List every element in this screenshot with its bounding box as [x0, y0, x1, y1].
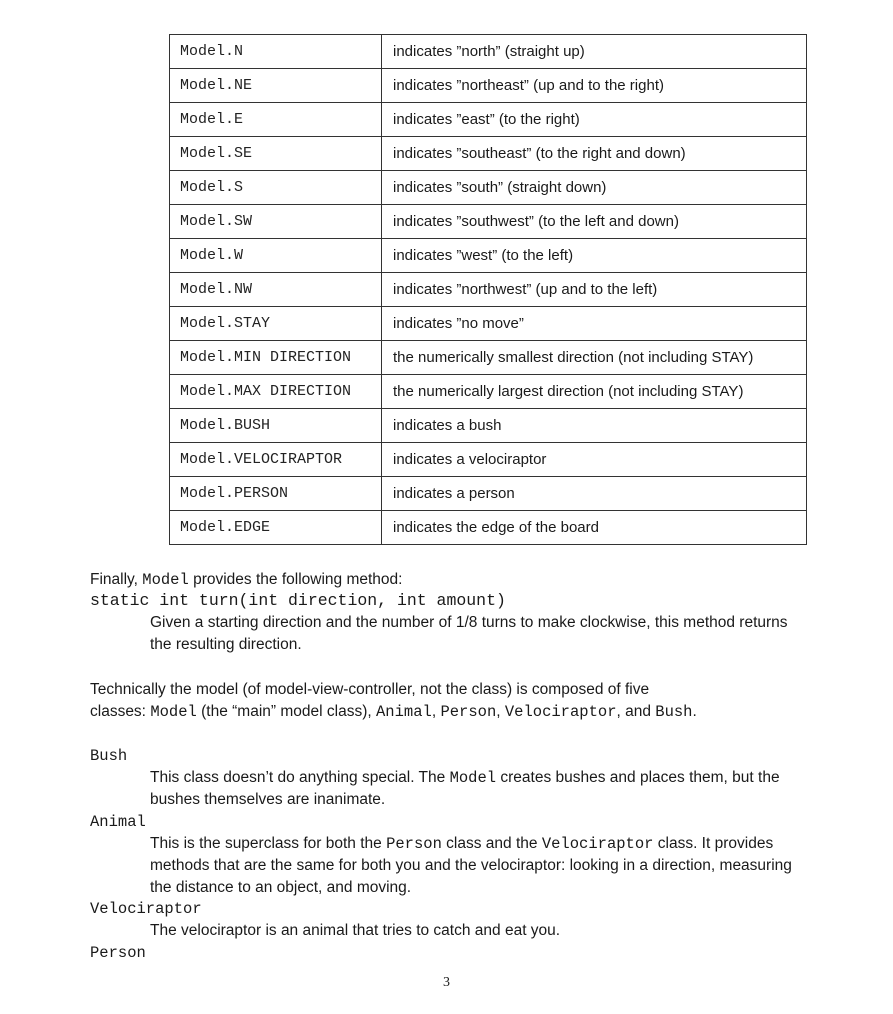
- constant-name-cell: Model.SE: [170, 137, 382, 171]
- table-row: [170, 375, 807, 409]
- animal-desc-suffix: class. It provides methods that are the same for both you and the velociraptor: looking in a direction, measuring the distance to an object, and moving.: [150, 835, 792, 896]
- classes-sep1: ,: [431, 703, 441, 720]
- constant-description-cell: indicates ”southwest” (to the left and down): [382, 205, 807, 239]
- method-intro: [90, 569, 402, 591]
- classes-text-main: (the “main” model class),: [196, 703, 376, 720]
- table-row: [170, 443, 807, 477]
- constant-description-cell: indicates ”no move”: [382, 307, 807, 341]
- class-desc-velociraptor: The velociraptor is an animal that tries to catch and eat you.: [150, 922, 561, 939]
- constant-name-cell: Model.E: [170, 103, 382, 137]
- constant-name-cell: Model.BUSH: [170, 409, 382, 443]
- constant-description-cell: indicates ”east” (to the right): [382, 103, 807, 137]
- table-row: [170, 171, 807, 205]
- constants-table: [169, 34, 807, 545]
- table-row: [170, 137, 807, 171]
- constant-description-cell: indicates a velociraptor: [382, 443, 807, 477]
- constant-description-cell: indicates ”west” (to the left): [382, 239, 807, 273]
- constant-name-cell: Model.W: [170, 239, 382, 273]
- constant-name-cell: Model.MIN DIRECTION: [170, 341, 382, 375]
- constant-name-cell: Model.EDGE: [170, 511, 382, 545]
- bush-desc-code: Model: [449, 769, 497, 787]
- constant-description-cell: the numerically smallest direction (not including STAY): [382, 341, 807, 375]
- constant-name-cell: Model.SW: [170, 205, 382, 239]
- constant-description-cell: indicates ”southeast” (to the right and down): [382, 137, 807, 171]
- classes-end: .: [692, 703, 697, 720]
- table-row: [170, 103, 807, 137]
- constant-description-cell: indicates the edge of the board: [382, 511, 807, 545]
- class-label-person: Person: [90, 944, 146, 962]
- animal-desc-code-velociraptor: Velociraptor: [541, 835, 654, 853]
- classes-intro-line2: classes:: [90, 703, 151, 720]
- classes-sep3: , and: [616, 703, 656, 720]
- classes-code-model: Model: [150, 703, 197, 721]
- class-label-velociraptor: Velociraptor: [90, 900, 202, 918]
- classes-code-person: Person: [440, 703, 497, 721]
- method-intro-prefix: Finally,: [90, 571, 143, 588]
- table-row: [170, 307, 807, 341]
- constant-description-cell: indicates a bush: [382, 409, 807, 443]
- constant-name-cell: Model.NE: [170, 69, 382, 103]
- constant-description-cell: indicates a person: [382, 477, 807, 511]
- classes-code-bush: Bush: [655, 703, 693, 721]
- constant-name-cell: Model.MAX DIRECTION: [170, 375, 382, 409]
- classes-sep2: ,: [496, 703, 505, 720]
- constant-description-cell: indicates ”northwest” (up and to the left): [382, 273, 807, 307]
- constant-description-cell: the numerically largest direction (not including STAY): [382, 375, 807, 409]
- table-row: [170, 511, 807, 545]
- constant-name-cell: Model.S: [170, 171, 382, 205]
- classes-intro: [90, 679, 790, 723]
- animal-desc-prefix: This is the superclass for both the: [150, 835, 387, 852]
- table-row: [170, 205, 807, 239]
- bush-desc-suffix: creates bushes and places them, but the bushes themselves are inanimate.: [150, 769, 780, 808]
- constants-table-body: [170, 35, 807, 545]
- classes-code-animal: Animal: [376, 703, 432, 721]
- method-intro-code: Model: [142, 571, 189, 589]
- method-signature: static int turn(int direction, int amount): [90, 591, 506, 610]
- class-label-animal: Animal: [90, 813, 146, 831]
- constant-name-cell: Model.STAY: [170, 307, 382, 341]
- animal-desc-mid: class and the: [441, 835, 542, 852]
- class-desc-animal: [150, 833, 810, 899]
- table-row: [170, 35, 807, 69]
- constant-name-cell: Model.PERSON: [170, 477, 382, 511]
- class-label-bush: Bush: [90, 747, 128, 765]
- constant-description-cell: indicates ”south” (straight down): [382, 171, 807, 205]
- method-description: Given a starting direction and the number of 1/8 turns to make clockwise, this method returns the resulting direction.: [150, 614, 788, 653]
- table-row: [170, 341, 807, 375]
- method-intro-suffix: provides the following method:: [188, 571, 403, 588]
- constant-description-cell: indicates ”northeast” (up and to the right): [382, 69, 807, 103]
- table-row: [170, 239, 807, 273]
- table-row: [170, 69, 807, 103]
- class-desc-bush: [150, 767, 820, 811]
- constant-description-cell: indicates ”north” (straight up): [382, 35, 807, 69]
- table-row: [170, 273, 807, 307]
- table-row: [170, 409, 807, 443]
- classes-code-velociraptor: Velociraptor: [504, 703, 617, 721]
- table-row: [170, 477, 807, 511]
- bush-desc-prefix: This class doesn’t do anything special. The: [150, 769, 450, 786]
- constant-name-cell: Model.VELOCIRAPTOR: [170, 443, 382, 477]
- page-number: 3: [443, 975, 450, 990]
- animal-desc-code-person: Person: [386, 835, 442, 853]
- constant-name-cell: Model.N: [170, 35, 382, 69]
- constant-name-cell: Model.NW: [170, 273, 382, 307]
- classes-intro-line1: Technically the model (of model-view-controller, not the class) is composed of five: [90, 681, 650, 698]
